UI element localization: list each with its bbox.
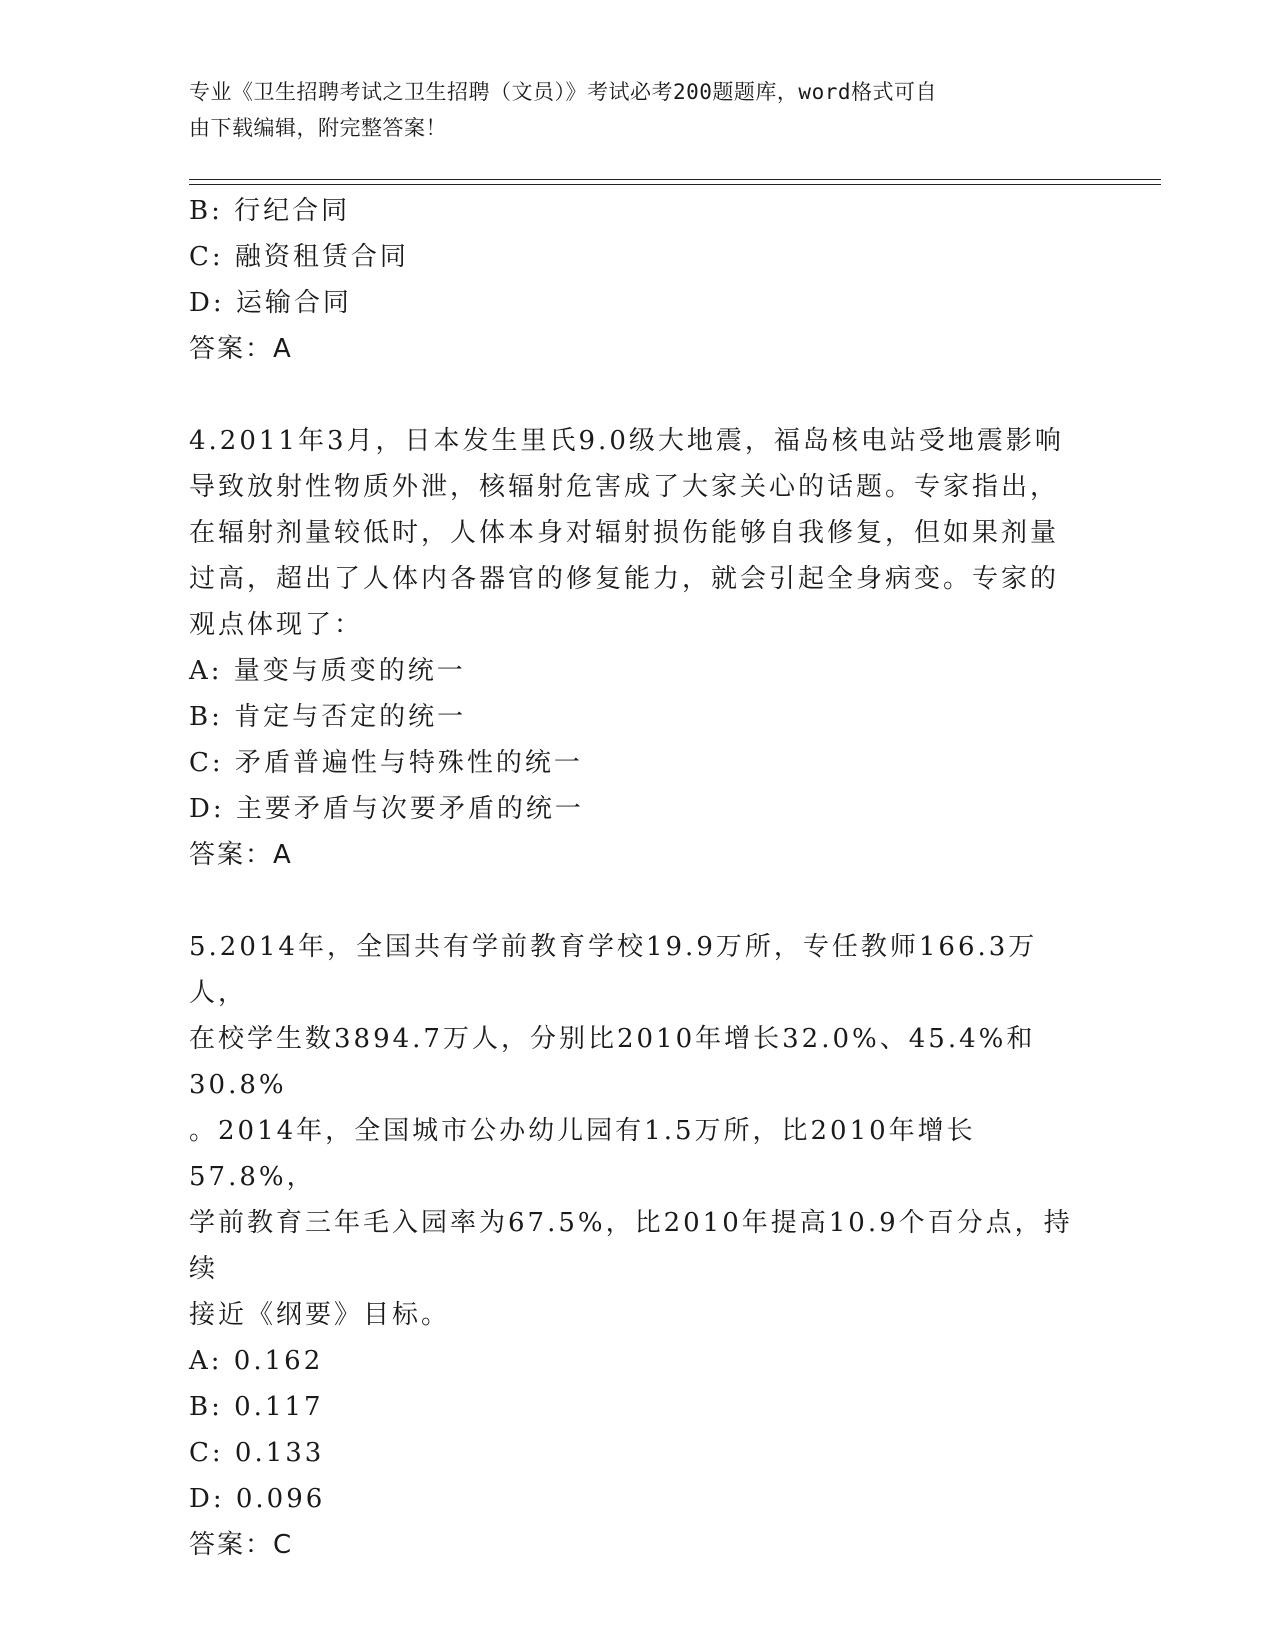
stem-line: 学前教育三年毛入园率为67.5%，比2010年提高10.9个百分点，持续 bbox=[189, 1208, 1073, 1284]
option-c: C: 0.133 bbox=[189, 1438, 325, 1468]
question-content bbox=[189, 188, 1089, 1568]
option-a: A: 0.162 bbox=[189, 1346, 324, 1376]
document-header bbox=[189, 74, 1069, 146]
question-stem bbox=[189, 924, 1089, 1338]
header-divider-bottom bbox=[189, 184, 1161, 185]
option-b: B: 0.117 bbox=[189, 1392, 324, 1422]
option-b: B: 肯定与否定的统一 bbox=[189, 702, 467, 732]
header-line-2: 由下载编辑，附完整答案！ bbox=[189, 116, 447, 140]
stem-line: 在辐射剂量较低时，人体本身对辐射损伤能够自我修复，但如果剂量 bbox=[189, 518, 1060, 548]
option-c: C: 融资租赁合同 bbox=[189, 242, 409, 272]
option-a: A: 量变与质变的统一 bbox=[189, 656, 466, 686]
stem-line: 过高，超出了人体内各器官的修复能力，就会引起全身病变。专家的 bbox=[189, 564, 1060, 594]
question-stem bbox=[189, 418, 1089, 648]
spacer bbox=[189, 372, 1089, 418]
question-5 bbox=[189, 924, 1089, 1568]
option-c: C: 矛盾普遍性与特殊性的统一 bbox=[189, 748, 583, 778]
header-divider-top bbox=[189, 179, 1161, 180]
answer-line: 答案：A bbox=[189, 334, 293, 364]
option-d: D: 0.096 bbox=[189, 1484, 326, 1514]
stem-line: 接近《纲要》目标。 bbox=[189, 1300, 451, 1330]
option-d: D: 主要矛盾与次要矛盾的统一 bbox=[189, 794, 584, 824]
stem-line: 。2014年，全国城市公办幼儿园有1.5万所，比2010年增长57.8%， bbox=[189, 1116, 976, 1192]
stem-line: 4.2011年3月，日本发生里氏9.0级大地震，福岛核电站受地震影响 bbox=[189, 426, 1064, 456]
question-4 bbox=[189, 418, 1089, 878]
option-d: D: 运输合同 bbox=[189, 288, 352, 318]
option-b: B: 行纪合同 bbox=[189, 196, 351, 226]
answer-line: 答案：C bbox=[189, 1530, 294, 1560]
question-3 bbox=[189, 188, 1089, 372]
stem-line: 导致放射性物质外泄，核辐射危害成了大家关心的话题。专家指出， bbox=[189, 472, 1060, 502]
answer-line: 答案：A bbox=[189, 840, 293, 870]
header-line-1: 专业《卫生招聘考试之卫生招聘（文员）》考试必考200题题库，word格式可自 bbox=[189, 80, 937, 104]
spacer bbox=[189, 878, 1089, 924]
stem-line: 观点体现了： bbox=[189, 610, 364, 640]
stem-line: 在校学生数3894.7万人，分别比2010年增长32.0%、45.4%和30.8% bbox=[189, 1024, 1036, 1100]
stem-line: 5.2014年，全国共有学前教育学校19.9万所，专任教师166.3万人， bbox=[189, 932, 1038, 1008]
